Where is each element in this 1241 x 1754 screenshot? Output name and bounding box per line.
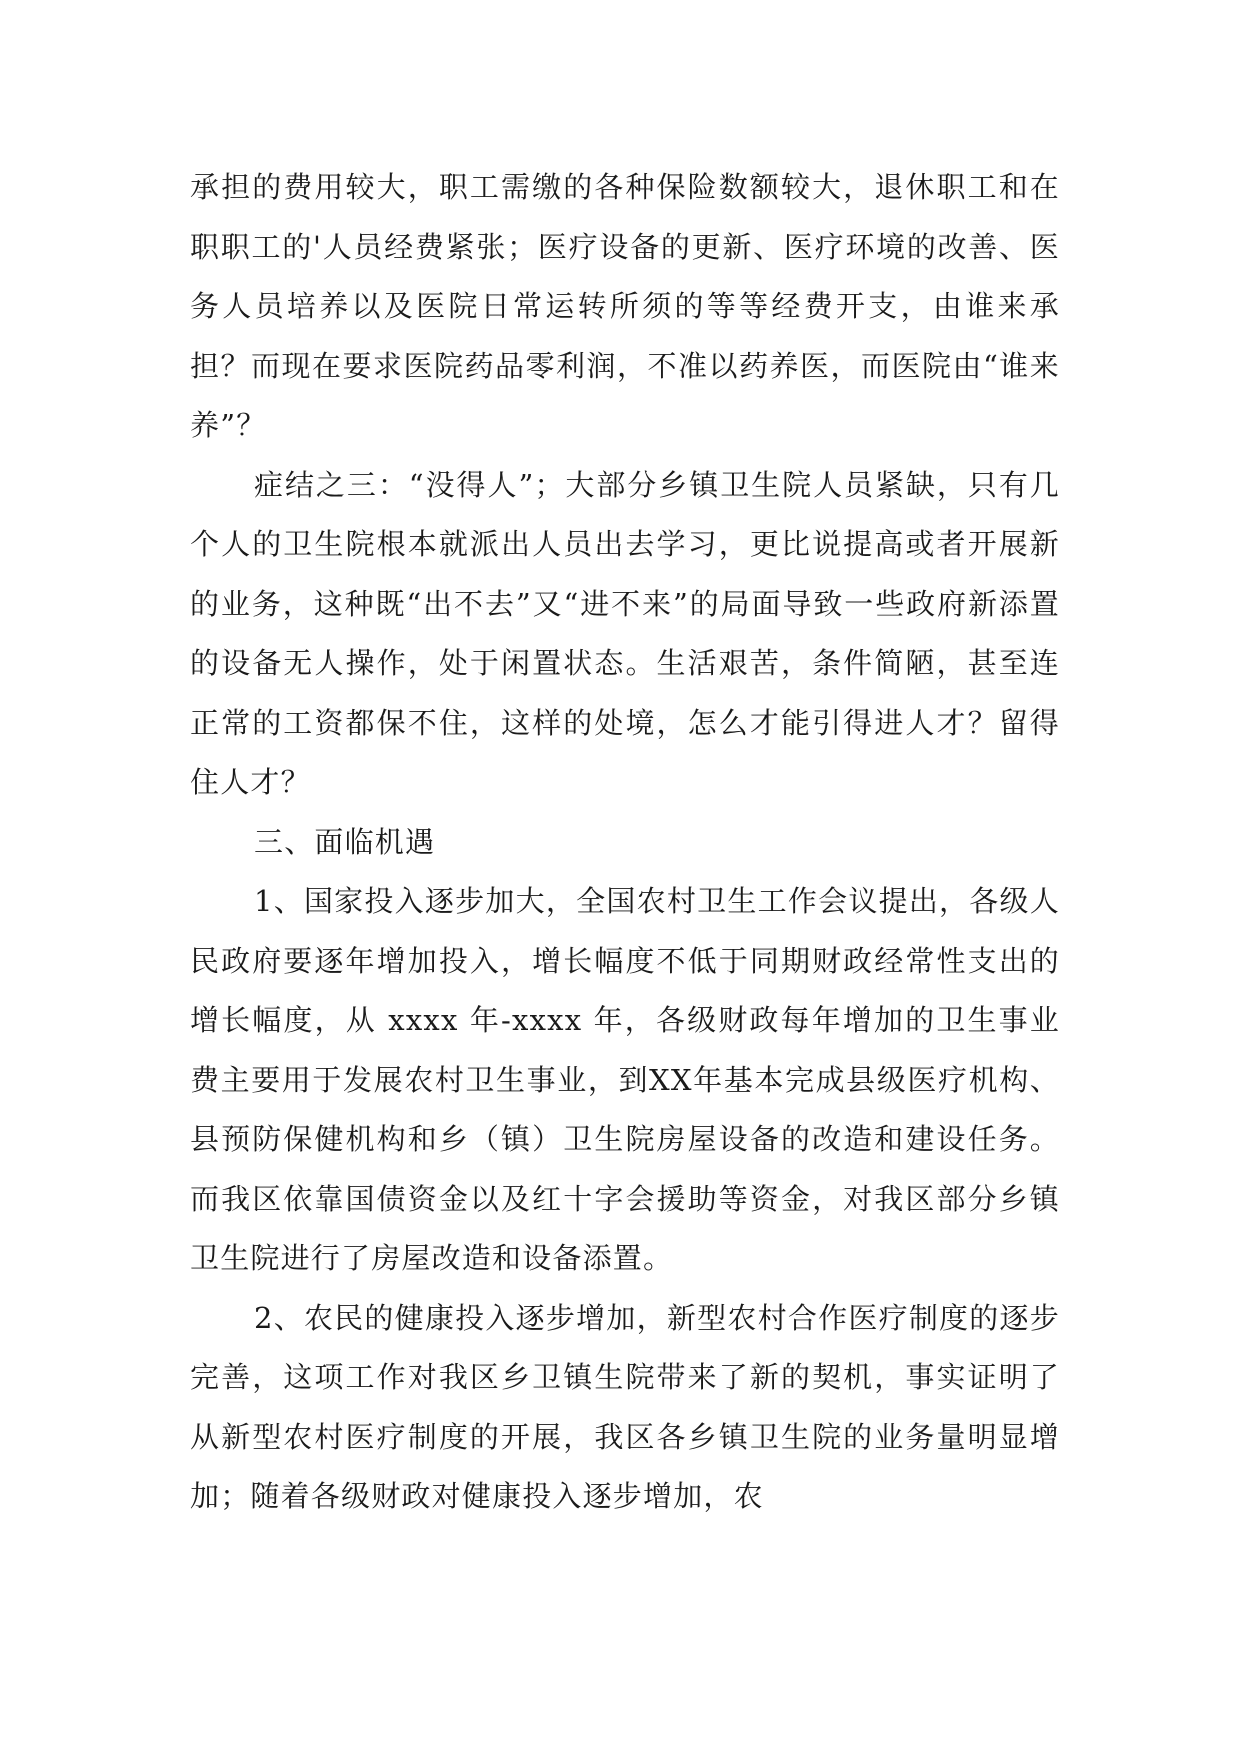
paragraph-staff-shortage: 症结之三：“没得人”；大部分乡镇卫生院人员紧缺，只有几个人的卫生院根本就派出人员出去学习，更比说提高或者开展新的业务，这种既“出不去”又“进不来”的局面导致一些政府新添置的设备无人操作，处于闲置状态。生活艰苦，条件简陋，甚至连正常的工资都保不住，这样的处境，怎么才能引得进人才？留得住人才？ bbox=[190, 467, 1060, 799]
paragraph-farmer-health-investment: 2、农民的健康投入逐步增加，新型农村合作医疗制度的逐步完善，这项工作对我区乡卫镇生院带来了新的契机，事实证明了从新型农村医疗制度的开展，我区各乡镇卫生院的业务量明显增加；随着各级财政对健康投入逐步增加，农 bbox=[190, 1300, 1060, 1513]
document-body bbox=[190, 158, 1060, 1527]
paragraph-national-investment: 1、国家投入逐步加大，全国农村卫生工作会议提出，各级人民政府要逐年增加投入，增长幅度不低于同期财政经常性支出的增长幅度，从 xxxx 年-xxxx 年，各级财政每年增加的卫生事业费主要用于发展农村卫生事业，到XX年基本完成县级医疗机构、县预防保健机构和乡（镇）卫生院房屋设备的改造和建设任务。而我区依靠国债资金以及红十字会援助等资金，对我区部分乡镇卫生院进行了房屋改造和设备添置。 bbox=[190, 884, 1060, 1275]
paragraph-cost-burden: 承担的费用较大，职工需缴的各种保险数额较大，退休职工和在职职工的'人员经费紧张；医疗设备的更新、医疗环境的改善、医务人员培养以及医院日常运转所须的等等经费开支，由谁来承担？而现在要求医院药品零利润，不准以药养医，而医院由“谁来养”？ bbox=[190, 170, 1060, 442]
section-heading-opportunities: 三、面临机遇 bbox=[254, 824, 436, 859]
